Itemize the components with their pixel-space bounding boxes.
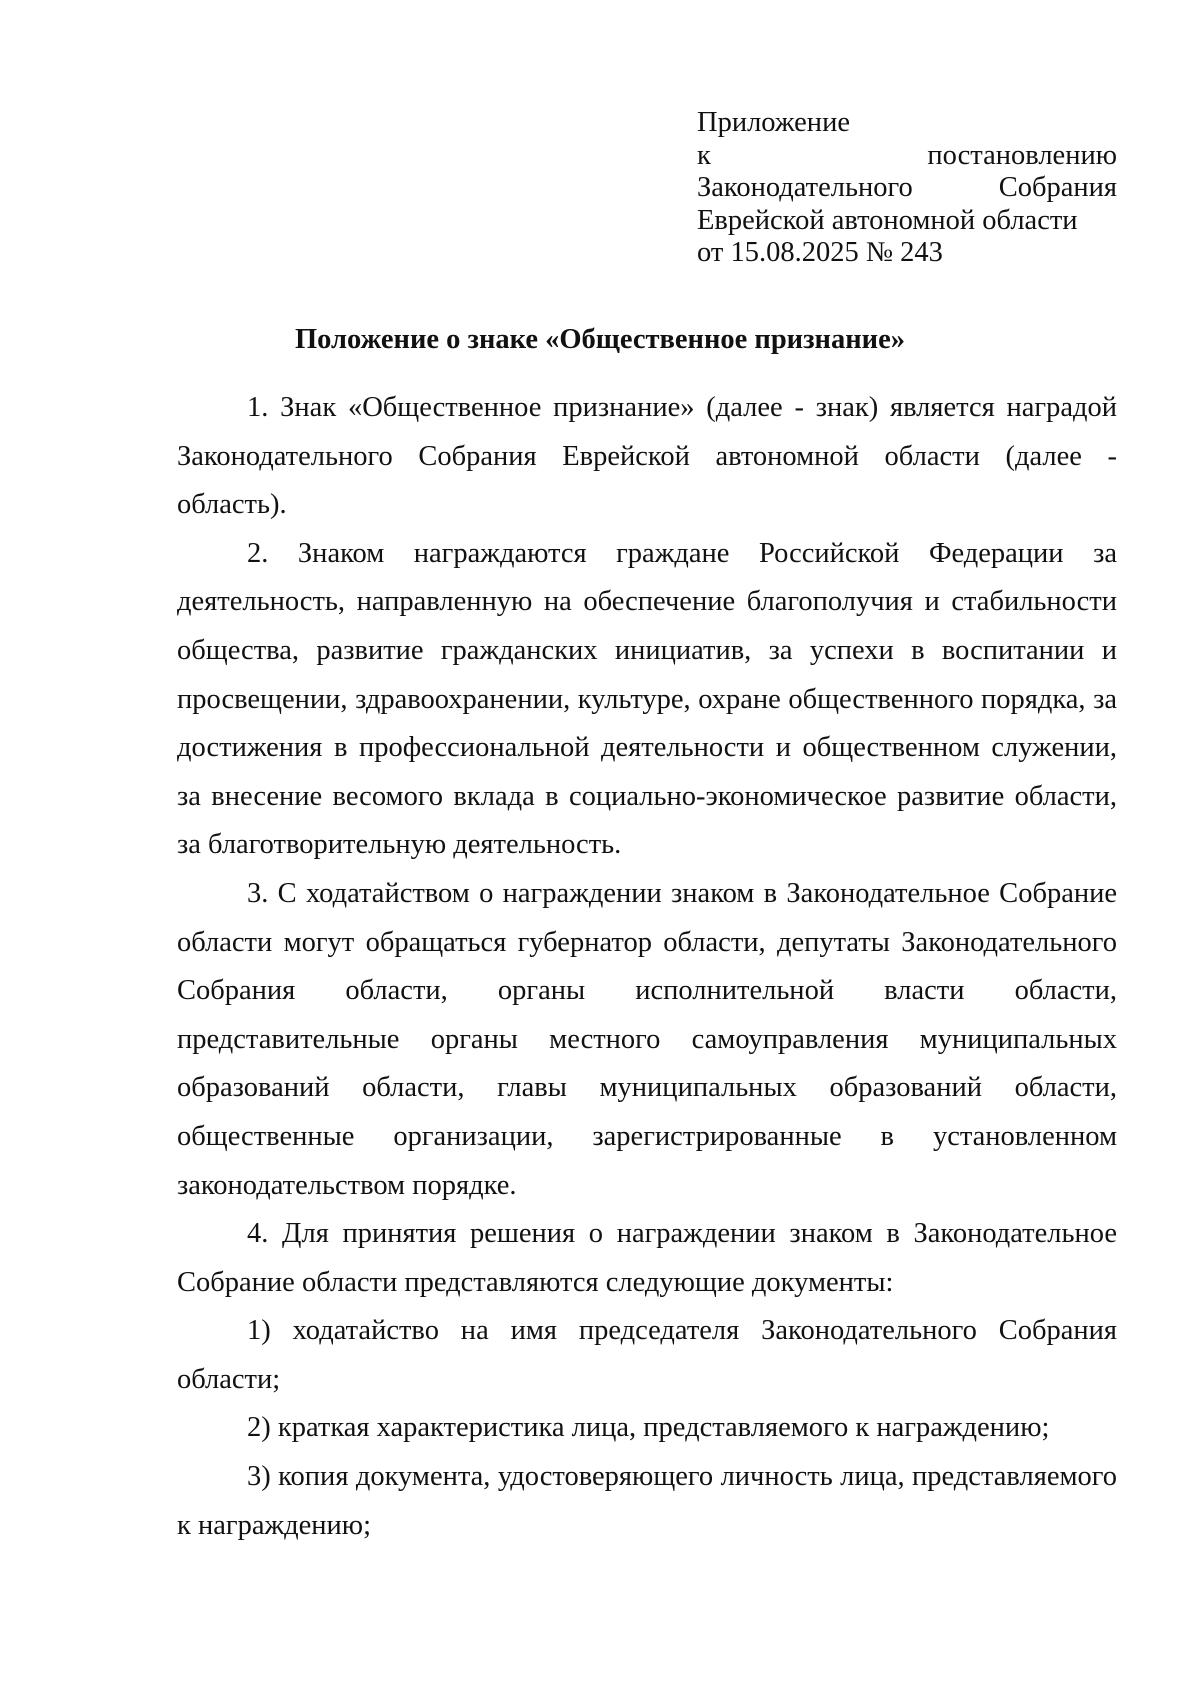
appendix-line-2-word-2: постановлению <box>927 139 1117 171</box>
paragraph-1: 1. Знак «Общественное признание» (далее - знак) является наградой Законодательного Собрания Еврейской автономной области (далее - область). <box>177 392 1117 521</box>
document-title: Положение о знаке «Общественное признание» <box>295 324 905 355</box>
list-item-1: 1) ходатайство на имя председателя Законодательного Собрания области; <box>177 1315 1117 1395</box>
appendix-header <box>697 107 1117 270</box>
paragraph-3: 3. С ходатайством о награждении знаком в Законодательное Собрание области могут обращаться губернатор области, депутаты Законодательного Собрания области, органы исполнительной власти области, представительные органы местного самоуправления муниципальных образований области, главы муниципальных образований области, общественные организации, зарегистрированные в установленном законодательством порядке. <box>177 877 1117 1201</box>
appendix-line-1: Приложение <box>697 107 850 138</box>
appendix-line-3-word-2: Собрания <box>998 172 1117 203</box>
appendix-line-4: Еврейской автономной области <box>697 204 1078 236</box>
list-item-2: 2) краткая характеристика лица, представляемого к награждению; <box>247 1412 1050 1444</box>
appendix-line-5: от 15.08.2025 № 243 <box>697 237 943 268</box>
appendix-line-2 <box>697 140 1117 173</box>
paragraph-4: 4. Для принятия решения о награждении знаком в Законодательное Собрание области представляются следующие документы: <box>177 1218 1117 1298</box>
document-body <box>177 384 1117 1550</box>
appendix-line-3-word-1: Законодательного <box>697 172 913 203</box>
appendix-line-3 <box>697 172 1117 205</box>
list-item-3: 3) копия документа, удостоверяющего личность лица, представляемого к награждению; <box>177 1461 1117 1541</box>
paragraph-2: 2. Знаком награждаются граждане Российской Федерации за деятельность, направленную на обеспечение благополучия и стабильности общества, развитие гражданских инициатив, за успехи в воспитании и просвещении, здравоохранении, культуре, охране общественного порядка, за достижения в профессиональной деятельности и общественном служении, за внесение весомого вклада в социально-экономическое развитие области, за благотворительную деятельность. <box>177 537 1117 861</box>
appendix-line-2-word-1: к <box>697 139 711 171</box>
